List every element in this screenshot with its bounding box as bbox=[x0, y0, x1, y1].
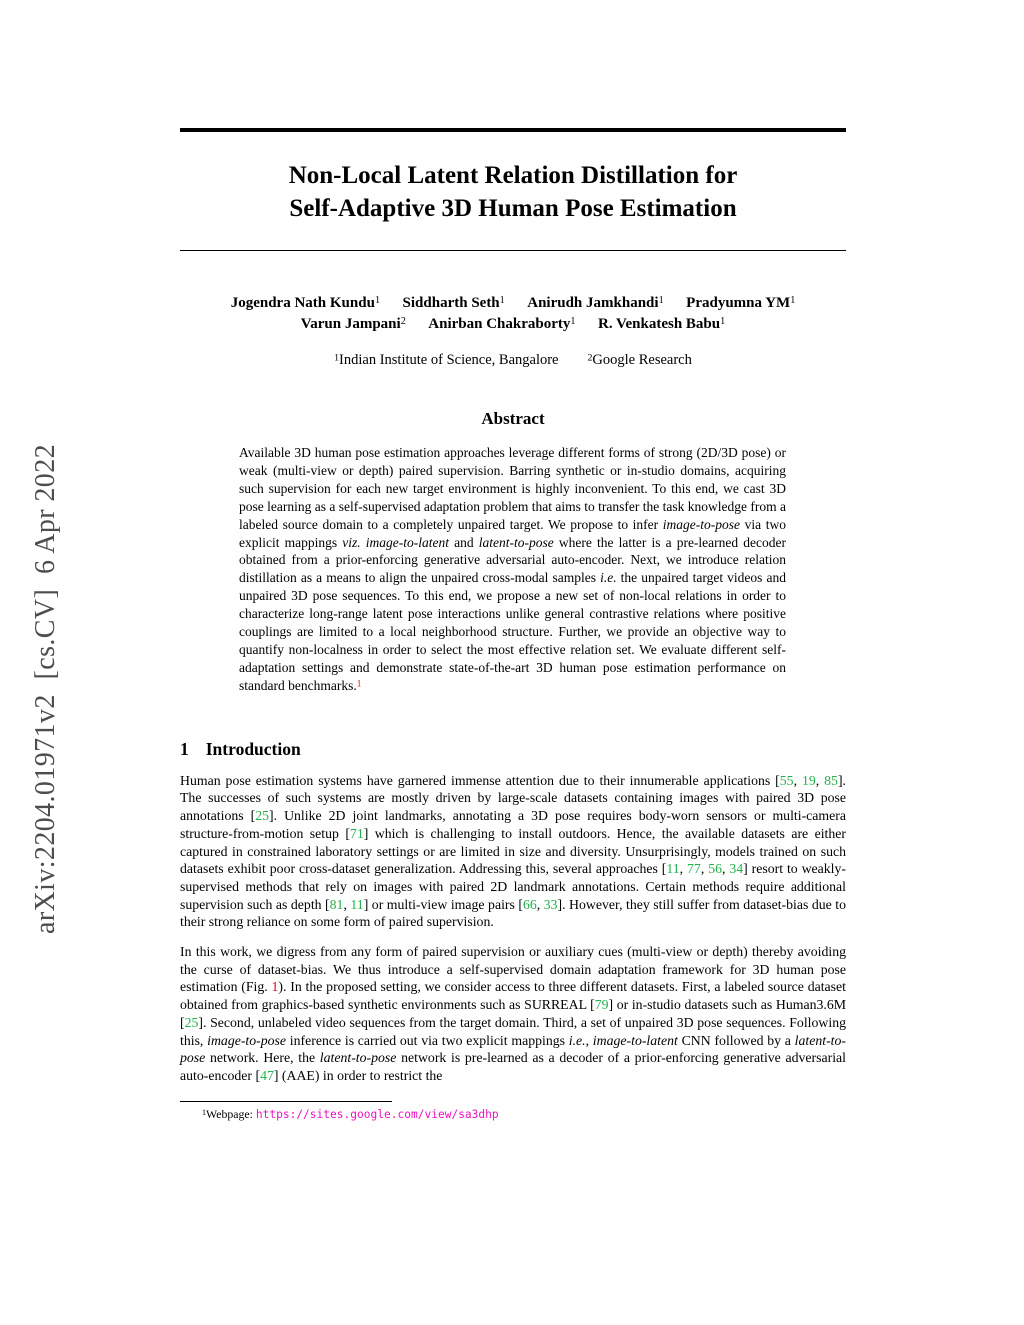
spacer bbox=[664, 295, 687, 311]
text-segment: ]. However, they still suffer from dataset-bias due to their strong reliance on some form of paired supervision. bbox=[180, 896, 846, 930]
text-segment: ] resort to weakly-supervised methods that rely on images with paired 2D landmark annotations. Certain methods require additional supervision such as depth [ bbox=[180, 861, 847, 912]
spacer bbox=[575, 316, 598, 332]
italic-text: latent-to-pose bbox=[319, 1050, 397, 1066]
text-segment: , bbox=[793, 772, 802, 788]
text-segment: ] which is challenging to install outdoors. Hence, the available datasets are either captured in constrained laboratory settings or are limited in size and diversity. Unsurprisingly, models trained on such datasets exhibit poor cross-dataset generalization. Addressing this, several approaches [ bbox=[180, 825, 846, 877]
author-line-1 bbox=[180, 293, 846, 314]
italic-text: viz. bbox=[342, 534, 361, 550]
text-segment: Indian Institute of Science, Bangalore bbox=[339, 352, 559, 368]
bold-text: Siddharth Seth bbox=[402, 295, 500, 311]
url-link[interactable]: https://sites.google.com/view/sa3dhp bbox=[255, 1107, 499, 1121]
citation-link[interactable]: 56 bbox=[708, 861, 722, 877]
citation-link[interactable]: 34 bbox=[729, 861, 744, 877]
bold-text: Anirudh Jamkhandi bbox=[527, 295, 659, 311]
citation-link[interactable]: 77 bbox=[687, 861, 701, 877]
citation-link[interactable]: 47 bbox=[260, 1067, 274, 1083]
text-segment: , bbox=[721, 861, 730, 877]
intro-paragraph-1 bbox=[180, 772, 846, 931]
superscript: 1 bbox=[499, 295, 505, 307]
citation-link[interactable]: 85 bbox=[824, 772, 838, 788]
text-segment: ]. Unlike 2D joint landmarks, annotating a 3D pose requires body-worn sensors or multi-camera structure-from-motion setup [ bbox=[180, 808, 846, 841]
bold-text: Jogendra Nath Kundu bbox=[230, 295, 375, 311]
text-segment: CNN followed by a bbox=[677, 1032, 795, 1048]
spacer bbox=[559, 352, 588, 368]
spacer bbox=[380, 295, 403, 311]
italic-text: i.e. bbox=[600, 570, 617, 586]
footnote-rule bbox=[180, 1101, 392, 1102]
text-segment: inference is carried out via two explicit mappings bbox=[286, 1032, 569, 1048]
paper-content bbox=[180, 0, 846, 1122]
bold-text: Anirban Chakraborty bbox=[428, 316, 571, 332]
text-segment: , bbox=[815, 772, 825, 788]
superscript: 1 bbox=[202, 1107, 207, 1117]
citation-link[interactable]: 33 bbox=[543, 896, 558, 912]
intro-paragraph-2 bbox=[180, 943, 846, 1085]
text-segment: and bbox=[449, 534, 479, 550]
citation-link[interactable]: 71 bbox=[349, 825, 364, 841]
text-segment: network is pre-learned as a decoder of a prior-enforcing generative adversarial auto-encoder [ bbox=[180, 1050, 846, 1083]
superscript: 1 bbox=[334, 352, 340, 364]
citation-link[interactable]: 11 bbox=[666, 861, 680, 877]
citation-link[interactable]: 66 bbox=[522, 896, 537, 912]
text-segment: Google Research bbox=[592, 352, 692, 368]
abstract-heading: Abstract bbox=[481, 409, 545, 428]
italic-text: image-to-pose bbox=[662, 516, 741, 532]
paper-title bbox=[180, 159, 846, 225]
text-segment: the unpaired target videos and unpaired 3D pose sequences. To this end, we propose a new set of non-local relations in order to characterize long-range latent pose interactions unlike general contrastive relations where positive couplings are limited to a local neighborhood structure. Further, we provide an objective way to quantify non-localness in order to select the most effective relation set. We evaluate different self-adaptation settings and demonstrate state-of-the-art 3D human pose estimation performance on standard benchmarks. bbox=[239, 570, 787, 693]
superscript: 1 bbox=[658, 295, 664, 307]
spacer bbox=[505, 295, 528, 311]
text-segment: where the latter is a pre-learned decoder obtained from a prior-enforcing generative adversarial auto-encoder. Next, we introduce relation distillation as a means to align the unpaired cross-modal samples bbox=[239, 534, 787, 586]
text-segment: ] (AAE) in order to restrict the bbox=[273, 1067, 443, 1083]
bold-text: Pradyumna YM bbox=[686, 295, 791, 311]
superscript: 1 bbox=[570, 316, 576, 328]
spacer bbox=[406, 316, 429, 332]
text-segment: ] or in-studio datasets such as Human3.6M [ bbox=[180, 997, 846, 1030]
italic-text: image-to-latent bbox=[365, 534, 449, 550]
text-segment: , bbox=[679, 861, 688, 877]
bold-text: Varun Jampani bbox=[300, 316, 401, 332]
section-title: Introduction bbox=[205, 738, 301, 759]
footnote-ref[interactable]: 1 bbox=[356, 678, 362, 689]
superscript: 1 bbox=[790, 295, 796, 307]
section-heading-introduction bbox=[180, 739, 846, 760]
text-segment: , bbox=[585, 1032, 593, 1048]
footnote bbox=[180, 1107, 846, 1122]
title-rule-bottom bbox=[180, 250, 846, 251]
figure-ref-link[interactable]: 1 bbox=[271, 979, 279, 995]
text-segment: , bbox=[536, 896, 544, 912]
citation-link[interactable]: 25 bbox=[184, 1014, 199, 1030]
citation-link[interactable]: 19 bbox=[801, 772, 816, 788]
text-segment: Available 3D human pose estimation approaches leverage different forms of strong (2D/3D pose) or weak (multi-view or depth) paired supervision. Barring synthetic or in-studio domains, acquiring such supervision for each new target environment is highly inconvenient. To this end, we cast 3D pose learning as a self-supervised adaptation problem that aims to transfer the task knowledge from a labeled source domain to a completely unpaired target. We propose to infer bbox=[239, 445, 786, 532]
text-segment: In this work, we digress from any form of paired supervision or auxiliary cues (multi-view or depth) thereby avoiding the curse of dataset-bias. We thus introduce a self-supervised domain adaptation framework for 3D human pose estimation (Fig. bbox=[180, 944, 846, 995]
abstract-text bbox=[239, 444, 786, 695]
affiliations-line bbox=[180, 352, 846, 369]
citation-link[interactable]: 79 bbox=[594, 997, 609, 1013]
paper-title-line1: Non-Local Latent Relation Distillation for bbox=[288, 162, 738, 189]
superscript: 1 bbox=[374, 295, 381, 307]
citation-link[interactable]: 25 bbox=[255, 808, 270, 824]
text-segment: via two explicit mappings bbox=[239, 516, 787, 550]
text-segment: Webpage: bbox=[206, 1106, 256, 1121]
paper-title-line2: Self-Adaptive 3D Human Pose Estimation bbox=[289, 195, 737, 222]
italic-text: latent-to-pose bbox=[180, 1032, 846, 1066]
arxiv-watermark: arXiv:2204.01971v2 [cs.CV] 6 Apr 2022 bbox=[30, 443, 61, 934]
text-segment: ] or multi-view image pairs [ bbox=[363, 896, 523, 912]
text-segment: network. Here, the bbox=[205, 1050, 320, 1066]
text-segment: ]. The successes of such systems are mostly driven by large-scale datasets containing images with paired 3D pose annotations [ bbox=[180, 772, 846, 824]
text-segment: , bbox=[700, 861, 709, 877]
superscript: 2 bbox=[587, 352, 593, 364]
section-number: 1 bbox=[180, 738, 189, 759]
text-segment: ). In the proposed setting, we consider access to three different datasets. First, a labeled source dataset obtained from graphics-based synthetic environments such as SURREAL [ bbox=[180, 979, 847, 1013]
text-segment: ]. Second, unlabeled video sequences from the target domain. Third, a set of unpaired 3D pose sequences. Following this, bbox=[180, 1014, 846, 1048]
author-line-2 bbox=[180, 314, 846, 335]
superscript: 2 bbox=[400, 316, 406, 328]
citation-link[interactable]: 11 bbox=[350, 896, 364, 912]
italic-text: image-to-latent bbox=[592, 1032, 678, 1048]
italic-text: image-to-pose bbox=[207, 1032, 287, 1048]
italic-text: i.e. bbox=[568, 1032, 586, 1048]
text-segment: Human pose estimation systems have garnered immense attention due to their innumerable applications [ bbox=[180, 772, 780, 788]
text-segment: , bbox=[343, 896, 351, 912]
citation-link[interactable]: 55 bbox=[779, 772, 794, 788]
title-rule-top bbox=[180, 128, 846, 132]
superscript: 1 bbox=[720, 316, 726, 328]
citation-link[interactable]: 81 bbox=[329, 896, 344, 912]
bold-text: R. Venkatesh Babu bbox=[597, 316, 721, 332]
italic-text: latent-to-pose bbox=[478, 534, 554, 550]
